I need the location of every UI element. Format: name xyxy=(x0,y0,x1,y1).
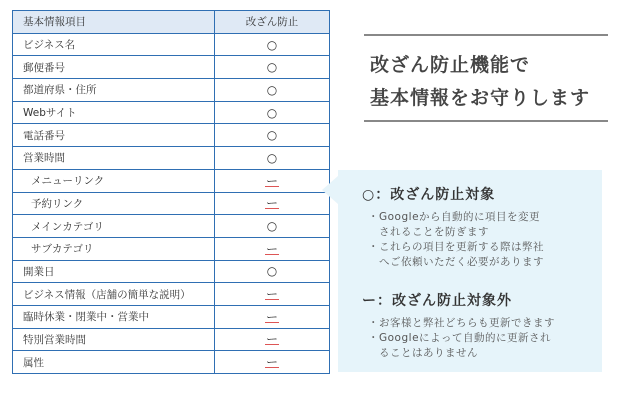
table-header xyxy=(13,11,330,34)
table-row xyxy=(13,101,330,124)
dash-mark: ー xyxy=(265,355,278,370)
row-item-label: ビジネス名 xyxy=(13,33,215,56)
title-box xyxy=(364,34,608,122)
dash-mark: ー xyxy=(265,309,278,324)
circle-mark: ○ xyxy=(266,150,278,165)
row-protection-mark xyxy=(215,101,330,124)
table-row xyxy=(13,237,330,260)
note-line: ・Googleから自動的に項目を変更 xyxy=(368,211,541,223)
title-line-1: 改ざん防止機能で xyxy=(370,54,531,76)
note-line: ・お客様と弊社どちらも更新できます xyxy=(368,317,555,329)
row-protection-mark xyxy=(215,237,330,260)
row-protection-mark xyxy=(215,328,330,351)
row-protection-mark xyxy=(215,147,330,170)
table-row xyxy=(13,147,330,170)
dash-mark: ー xyxy=(265,332,278,347)
row-item-label: 特別営業時間 xyxy=(13,328,215,351)
table-row xyxy=(13,283,330,306)
dash-mark: ー xyxy=(265,287,278,302)
row-protection-mark xyxy=(215,260,330,283)
row-protection-mark xyxy=(215,169,330,192)
row-protection-mark xyxy=(215,124,330,147)
row-protection-mark xyxy=(215,33,330,56)
dash-mark: ー xyxy=(265,241,278,256)
note-line: へご依頼いただく必要があります xyxy=(368,256,544,268)
table-row xyxy=(13,305,330,328)
legend-protected-heading: ○：改ざん防止対象 xyxy=(362,187,496,203)
row-item-label: ビジネス情報（店舗の簡単な説明） xyxy=(13,283,215,306)
circle-mark: ○ xyxy=(266,219,278,234)
table-row xyxy=(13,79,330,102)
row-item-label: 郵便番号 xyxy=(13,56,215,79)
circle-mark: ○ xyxy=(266,60,278,75)
circle-mark: ○ xyxy=(266,37,278,52)
row-item-label: 都道府県・住所 xyxy=(13,79,215,102)
table-row xyxy=(13,56,330,79)
table-row xyxy=(13,124,330,147)
row-item-label: Webサイト xyxy=(13,101,215,124)
note-line: ・これらの項目を更新する際は弊社 xyxy=(368,241,544,253)
note-line: されることを防ぎます xyxy=(368,226,489,238)
callout-arrow xyxy=(322,176,338,204)
row-protection-mark xyxy=(215,56,330,79)
dash-mark: ー xyxy=(265,173,278,188)
table-row xyxy=(13,192,330,215)
row-protection-mark xyxy=(215,215,330,238)
dash-mark: ー xyxy=(265,196,278,211)
protection-table xyxy=(12,10,330,374)
row-protection-mark xyxy=(215,192,330,215)
row-item-label: 営業時間 xyxy=(13,147,215,170)
table-row xyxy=(13,351,330,374)
header-protection: 改ざん防止 xyxy=(215,11,330,34)
row-protection-mark xyxy=(215,351,330,374)
table-row xyxy=(13,169,330,192)
note-line: ・Googleによって自動的に更新され xyxy=(368,332,552,344)
circle-mark: ○ xyxy=(266,105,278,120)
row-item-label: 属性 xyxy=(13,351,215,374)
row-protection-mark xyxy=(215,283,330,306)
row-item-label: サブカテゴリ xyxy=(13,237,215,260)
legend-protected-notes xyxy=(368,210,544,270)
table-row xyxy=(13,215,330,238)
legend-unprotected-notes xyxy=(368,316,555,361)
row-item-label: 臨時休業・閉業中・営業中 xyxy=(13,305,215,328)
row-protection-mark xyxy=(215,79,330,102)
legend-unprotected-heading: ー：改ざん防止対象外 xyxy=(362,293,512,309)
table-row xyxy=(13,328,330,351)
circle-mark: ○ xyxy=(266,128,278,143)
row-item-label: 予約リンク xyxy=(13,192,215,215)
table-row xyxy=(13,260,330,283)
circle-mark: ○ xyxy=(266,264,278,279)
title-line-2: 基本情報をお守りします xyxy=(370,87,591,109)
legend-box xyxy=(338,170,602,372)
row-protection-mark xyxy=(215,305,330,328)
header-item: 基本情報項目 xyxy=(13,11,215,34)
row-item-label: メニューリンク xyxy=(13,169,215,192)
row-item-label: 開業日 xyxy=(13,260,215,283)
row-item-label: メインカテゴリ xyxy=(13,215,215,238)
row-item-label: 電話番号 xyxy=(13,124,215,147)
note-line: ることはありません xyxy=(368,347,478,359)
table-row xyxy=(13,33,330,56)
circle-mark: ○ xyxy=(266,82,278,97)
